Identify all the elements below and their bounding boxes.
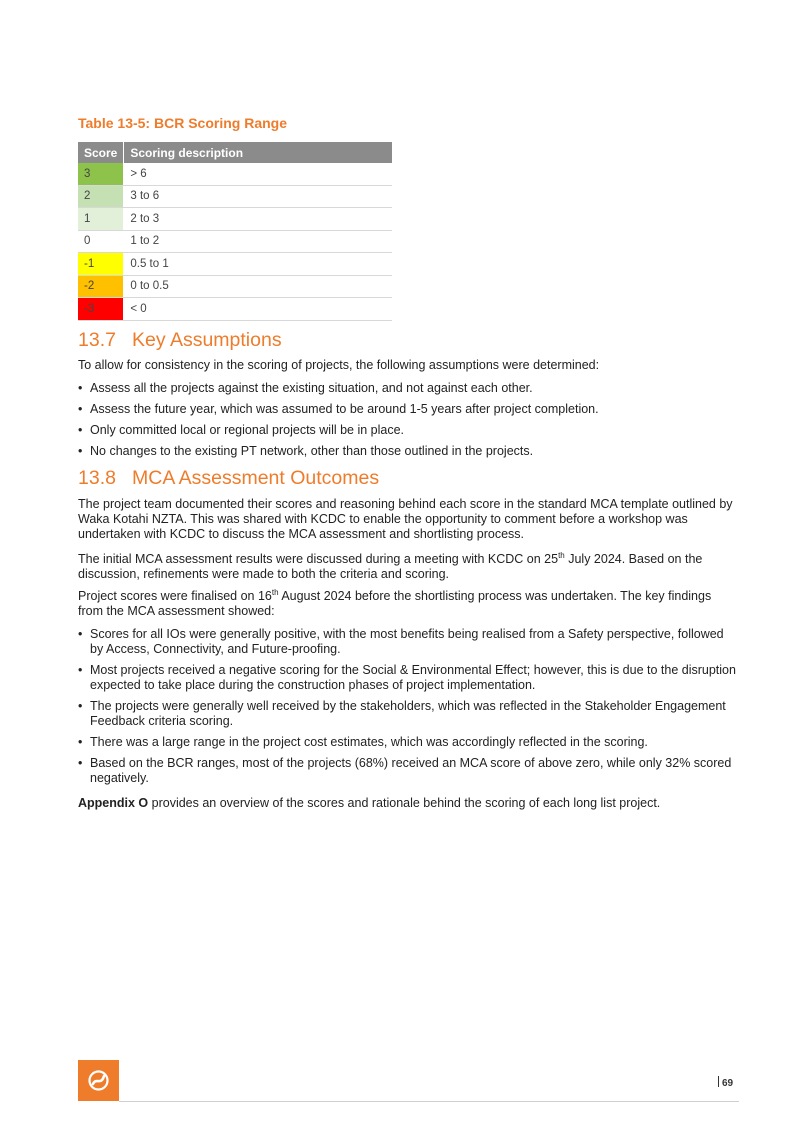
table-row [78, 163, 392, 185]
description-cell: 2 to 3 [124, 208, 392, 231]
table-header-description: Scoring description [124, 142, 392, 163]
section-heading-13-8 [78, 467, 379, 490]
page-number [718, 1076, 733, 1089]
table-caption: Table 13-5: BCR Scoring Range [78, 115, 288, 131]
section-title: MCA Assessment Outcomes [132, 467, 380, 489]
score-cell: -3 [78, 298, 124, 321]
description-cell: 0 to 0.5 [124, 275, 392, 298]
table-row [78, 208, 392, 231]
list-item: • There was a large range in the project cost estimates, which was accordingly reflected in the scoring. [78, 735, 738, 750]
outcomes-paragraph-3 [78, 589, 738, 619]
score-cell: 1 [78, 208, 124, 231]
list-item: • No changes to the existing PT network, other than those outlined in the projects. [78, 444, 738, 459]
list-item: • Only committed local or regional projects will be in place. [78, 423, 738, 438]
description-cell: > 6 [124, 163, 392, 185]
superscript: th [271, 587, 279, 597]
section-title: Key Assumptions [132, 329, 282, 351]
paragraph-text: provides an overview of the scores and rationale behind the scoring of each long list project. [148, 796, 661, 810]
bcr-scoring-table [78, 142, 392, 321]
appendix-link-text: Appendix O [78, 796, 149, 810]
findings-list [78, 627, 738, 786]
table-row [78, 230, 392, 253]
section-heading-13-7 [78, 329, 282, 352]
section-number: 13.7 [78, 329, 116, 351]
outcomes-paragraph-1: The project team documented their scores and reasoning behind each score in the standard MCA template outlined by Waka Kotahi NZTA. This was shared with KCDC to enable the opportunity to comment before a workshop was undertaken with KCDC to discuss the MCA assessment and shortlisting process. [78, 497, 733, 541]
list-item: • The projects were generally well received by the stakeholders, which was reflected in the Stakeholder Engagement Feedback criteria scoring. [78, 699, 738, 729]
description-cell: 1 to 2 [124, 230, 392, 253]
list-item: • Most projects received a negative scoring for the Social & Environmental Effect; however, this is due to the disruption expected to take place during the construction phases of project implementation. [78, 663, 738, 693]
assumptions-intro: To allow for consistency in the scoring of projects, the following assumptions were determined: [78, 358, 600, 372]
paragraph-text: August 2024 before the shortlisting process was undertaken. The key findings from the MCA assessment showed: [78, 589, 712, 618]
appendix-reference [78, 796, 738, 811]
list-item: • Assess all the projects against the existing situation, and not against each other. [78, 381, 738, 396]
table-header-row [78, 142, 392, 163]
superscript: th [558, 550, 565, 560]
assumptions-list [78, 381, 738, 459]
company-logo-icon [78, 1060, 119, 1101]
description-cell: < 0 [124, 298, 392, 321]
description-cell: 0.5 to 1 [124, 253, 392, 276]
list-item: • Scores for all IOs were generally positive, with the most benefits being realised from a Safety perspective, followed by Access, Connectivity, and Future-proofing. [78, 627, 738, 657]
outcomes-paragraph-2 [78, 552, 738, 582]
table-row [78, 253, 392, 276]
page-number-text: 69 [722, 1078, 734, 1089]
table-row [78, 275, 392, 298]
score-cell: -2 [78, 275, 124, 298]
section-number: 13.8 [78, 467, 116, 489]
score-cell: 2 [78, 185, 124, 208]
score-cell: 0 [78, 230, 124, 253]
paragraph-text: The initial MCA assessment results were discussed during a meeting with KCDC on 25 [78, 552, 559, 566]
description-cell: 3 to 6 [124, 185, 392, 208]
list-item: • Assess the future year, which was assumed to be around 1-5 years after project completion. [78, 402, 738, 417]
score-cell: -1 [78, 253, 124, 276]
list-item: • Based on the BCR ranges, most of the projects (68%) received an MCA score of above zero, while only 32% scored negatively. [78, 756, 738, 786]
paragraph-text: Project scores were finalised on 16 [78, 589, 272, 603]
table-header-score: Score [78, 142, 124, 163]
footer-divider [119, 1101, 739, 1102]
table-row [78, 298, 392, 321]
table-row [78, 185, 392, 208]
paragraph-text: July 2024. Based on the discussion, refinements were made to both the criteria and scoring. [78, 552, 703, 581]
score-cell: 3 [78, 163, 124, 185]
